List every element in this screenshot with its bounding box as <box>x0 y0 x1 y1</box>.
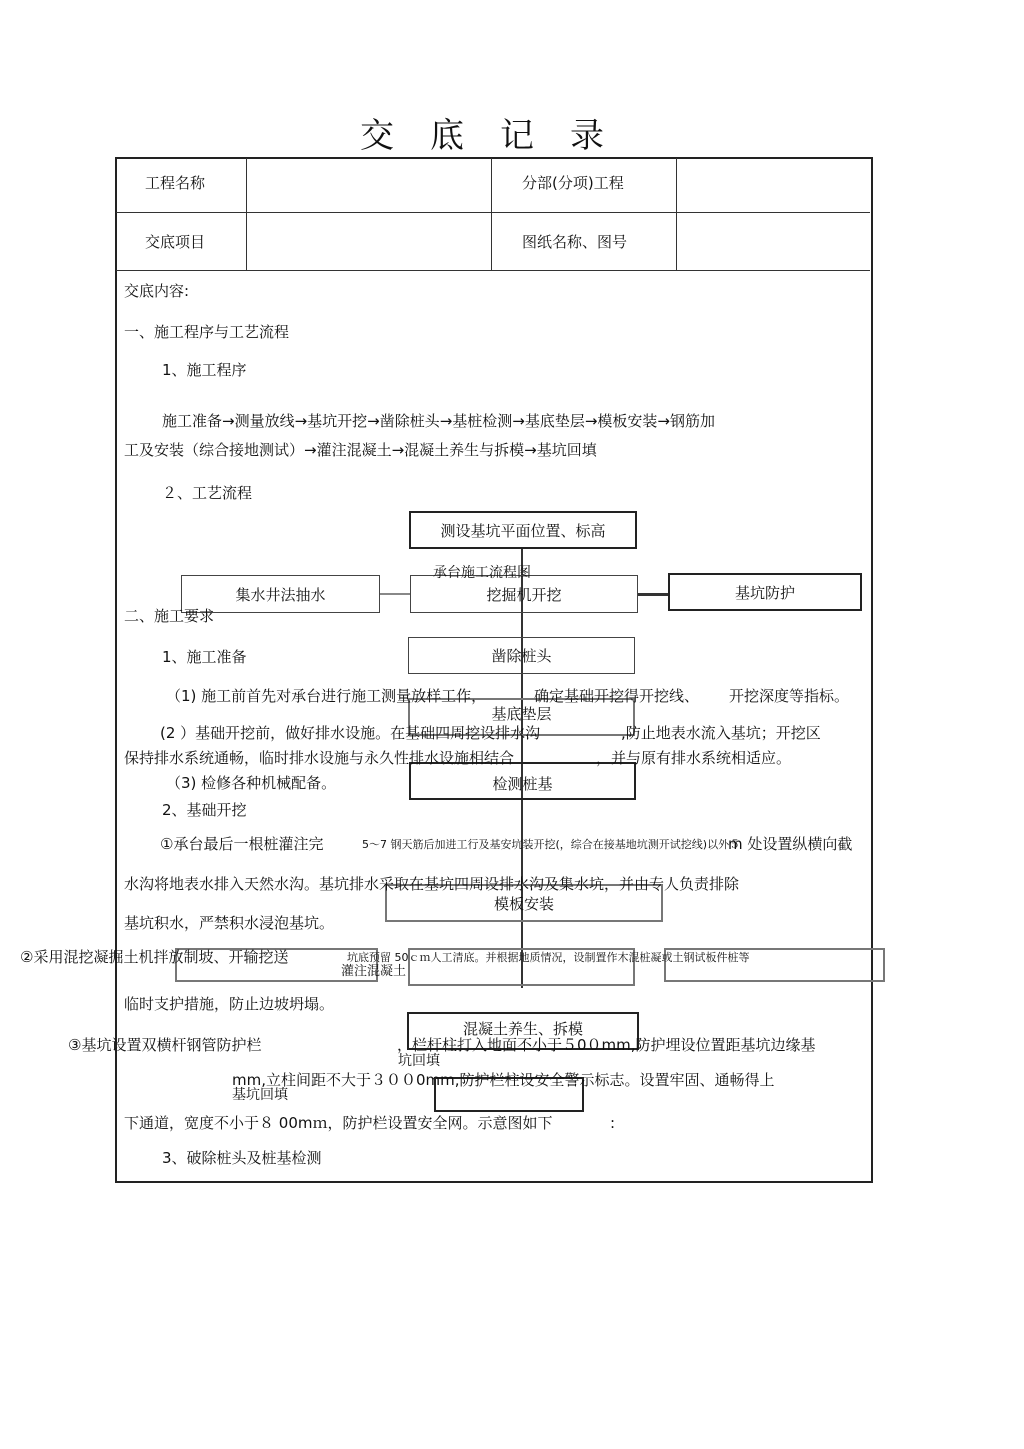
drawing-label: 图纸名称、图号 <box>522 233 628 251</box>
para7-c: 灌注混凝土 <box>341 964 407 979</box>
flow-box-formwork-label: 模板安装 <box>493 894 554 913</box>
para1-c: 开挖深度等指标。 <box>729 687 850 705</box>
s1-1-line2: 工及安装（综合接地测试）→灌注混凝土→混凝土养生与拆模→基坑回填 <box>124 441 597 459</box>
para1-a: （1) 施工前首先对承台进行施工测量放样工作， <box>166 687 487 705</box>
s1-1-line1: 施工准备→测量放线→基坑开挖→凿除桩头→基桩检测→基底垫层→模板安装→钢筋加 <box>162 412 715 430</box>
para5: 水沟将地表水排入天然水沟。基坑排水采取在基坑四周设排水沟及集水坑，并由专人负责排除 <box>124 875 740 893</box>
flow-box-survey-label: 测设基坑平面位置、标高 <box>440 521 606 540</box>
flow-box-cushion-label: 基底垫层 <box>491 705 552 723</box>
para7-b: 坑底预留 50ｃｍ人工清底。并根据地质情况，设制置作木混桩凝或土钢试板件桩等 <box>347 951 750 964</box>
section2-title: 二、施工要求 <box>124 607 215 625</box>
table-col-divider <box>676 158 677 271</box>
flow-box-excavate-label: 挖掘机开挖 <box>486 585 562 604</box>
flow-caption: 承台施工流程图 <box>433 565 531 581</box>
para11-a: 下通道，宽度不小于８ 00mｍ，防护栏设置安全网。示意图如下 <box>124 1114 553 1132</box>
para6: 基坑积水，严禁积水浸泡基坑。 <box>124 914 335 932</box>
table-col-divider <box>246 158 247 271</box>
para10-a: mm,立柱间距不大于３００0mm,防护栏柱设安全警示标志。设置牢固、通畅得上 <box>232 1071 775 1089</box>
para2-c: 保持排水系统通畅，临时排水设施与永久性排水设施相结合 <box>124 749 515 767</box>
flow-box-protect-label: 基坑防护 <box>734 583 795 602</box>
para9-c: 坑回填 <box>398 1053 440 1069</box>
table-row-divider <box>116 212 870 213</box>
flow-box-survey <box>409 511 637 549</box>
content-label: 交底内容: <box>124 282 190 300</box>
para2-b: ,防止地表水流入基坑；开挖区 <box>621 724 821 742</box>
flow-box-pump-label: 集水井法抽水 <box>235 585 326 604</box>
disclosure-item-label: 交底项目 <box>145 233 206 251</box>
flow-box-protect <box>668 573 862 611</box>
para7-a: ②采用混挖凝掘土机拌放制坡、开输挖送 <box>20 948 289 966</box>
flow-box-curing-label: 混凝土养生、拆模 <box>462 1020 583 1038</box>
table-row-divider <box>116 270 870 271</box>
para10-b: 基坑回填 <box>232 1087 288 1103</box>
s2-1-title: 1、施工准备 <box>162 648 247 666</box>
flow-box-pile-head-label: 凿除桩头 <box>491 647 552 665</box>
para3: （3) 检修各种机械配备。 <box>166 774 337 792</box>
subproject-label: 分部(分项)工程 <box>522 174 624 192</box>
flow-box-test-pile-label: 检测桩基 <box>492 775 553 793</box>
s1-1-title: 1、施工程序 <box>162 361 247 379</box>
flow-box-pile-head <box>408 637 635 674</box>
s2-3-title: 3、破除桩头及桩基检测 <box>162 1149 322 1167</box>
para4-c: m 处设置纵横向截 <box>728 835 853 853</box>
para9-a: ③基坑设置双横杆钢管防护栏 <box>68 1036 262 1054</box>
para2-a: (2 ）基础开挖前，做好排水设施。在基础四周挖设排水沟 <box>160 724 541 742</box>
para4-b: 5～7 钢天筋后加进工行及基安坑装开挖(，综合在接基地坑测开试挖线)以外５ <box>362 838 741 851</box>
s2-2-title: 2、基础开挖 <box>162 801 247 819</box>
project-name-label: 工程名称 <box>145 174 206 192</box>
page-title: 交底记录 <box>360 116 640 156</box>
flow-connector <box>637 593 669 596</box>
para11-b: : <box>610 1114 616 1132</box>
para9-b: ，栏杆柱打入地面不小于５0０mm,防护埋设位置距基坑边缘基 <box>397 1036 816 1054</box>
table-col-divider <box>491 158 492 271</box>
s1-2-title: ２、工艺流程 <box>162 484 253 502</box>
para2-d: ，并与原有排水系统相适应。 <box>596 749 792 767</box>
section1-title: 一、施工程序与工艺流程 <box>124 323 290 341</box>
para1-b: 确定基础开挖得开挖线、 <box>534 687 700 705</box>
para4-a: ①承台最后一根桩灌注完 <box>160 835 324 853</box>
flow-connector <box>379 593 411 595</box>
para8: 临时支护措施，防止边坡坍塌。 <box>124 995 335 1013</box>
